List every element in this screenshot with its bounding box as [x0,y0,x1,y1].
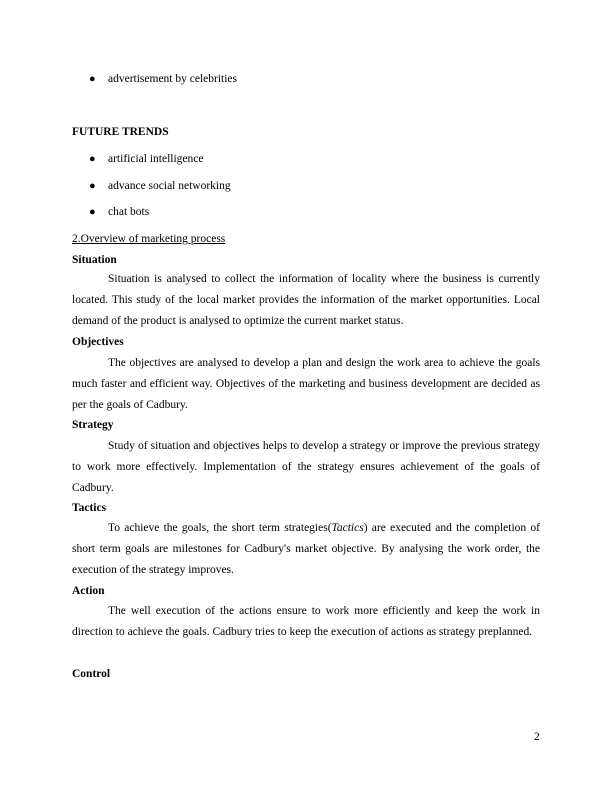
section-title-control: Control [72,668,111,680]
section-title-tactics: Tactics [72,502,107,514]
section-paragraph-strategy: Study of situation and objectives helps to develop a strategy or improve the previous strategy to work more effectively. Implementation of the strategy ensures achievement of the goals of Cadbury. [72,440,540,494]
future-trends-heading: FUTURE TRENDS [72,126,169,138]
list-item-text: chat bots [108,206,150,218]
section-paragraph-objectives: The objectives are analysed to develop a plan and design the work area to achieve the goals much faster and efficient way. Objectives of the marketing and business development are decided as per the goals of Cadbury. [72,357,540,411]
bullet-icon: ● [89,180,96,192]
section-paragraph-action: The well execution of the actions ensure to work more efficiently and keep the work in direction to achieve the goals. Cadbury tries to keep the execution of actions as strategy preplanned. [72,605,540,638]
page-number: 2 [534,731,540,743]
list-item-text: advertisement by celebrities [108,73,238,85]
list-item-text: artificial intelligence [108,153,204,165]
list-item [89,205,150,219]
bullet-icon: ● [89,73,96,85]
overview-heading: 2.Overview of marketing process [72,233,226,245]
list-item-text: advance social networking [108,180,231,192]
section-title-situation: Situation [72,254,117,266]
tactics-text-before: To achieve the goals, the short term strategies( [108,522,332,534]
list-item [89,72,238,86]
list-item [89,152,204,166]
section-title-strategy: Strategy [72,419,114,431]
section-title-action: Action [72,585,105,597]
bullet-icon: ● [89,153,96,165]
list-item [89,179,231,193]
section-paragraph-tactics [72,518,540,580]
section-paragraph-situation: Situation is analysed to collect the information of locality where the business is currently located. This study of the local market provides the information of the market opportunities. Local demand of the product is analysed to optimize the current market status. [72,273,540,327]
bullet-icon: ● [89,206,96,218]
section-title-objectives: Objectives [72,336,124,348]
tactics-text-after: ) are executed and the completion of short term goals are milestones for Cadbury's market objective. By analysing the work order, the execution of the strategy improves. [72,522,540,576]
tactics-italic-term: Tactics [331,522,364,534]
